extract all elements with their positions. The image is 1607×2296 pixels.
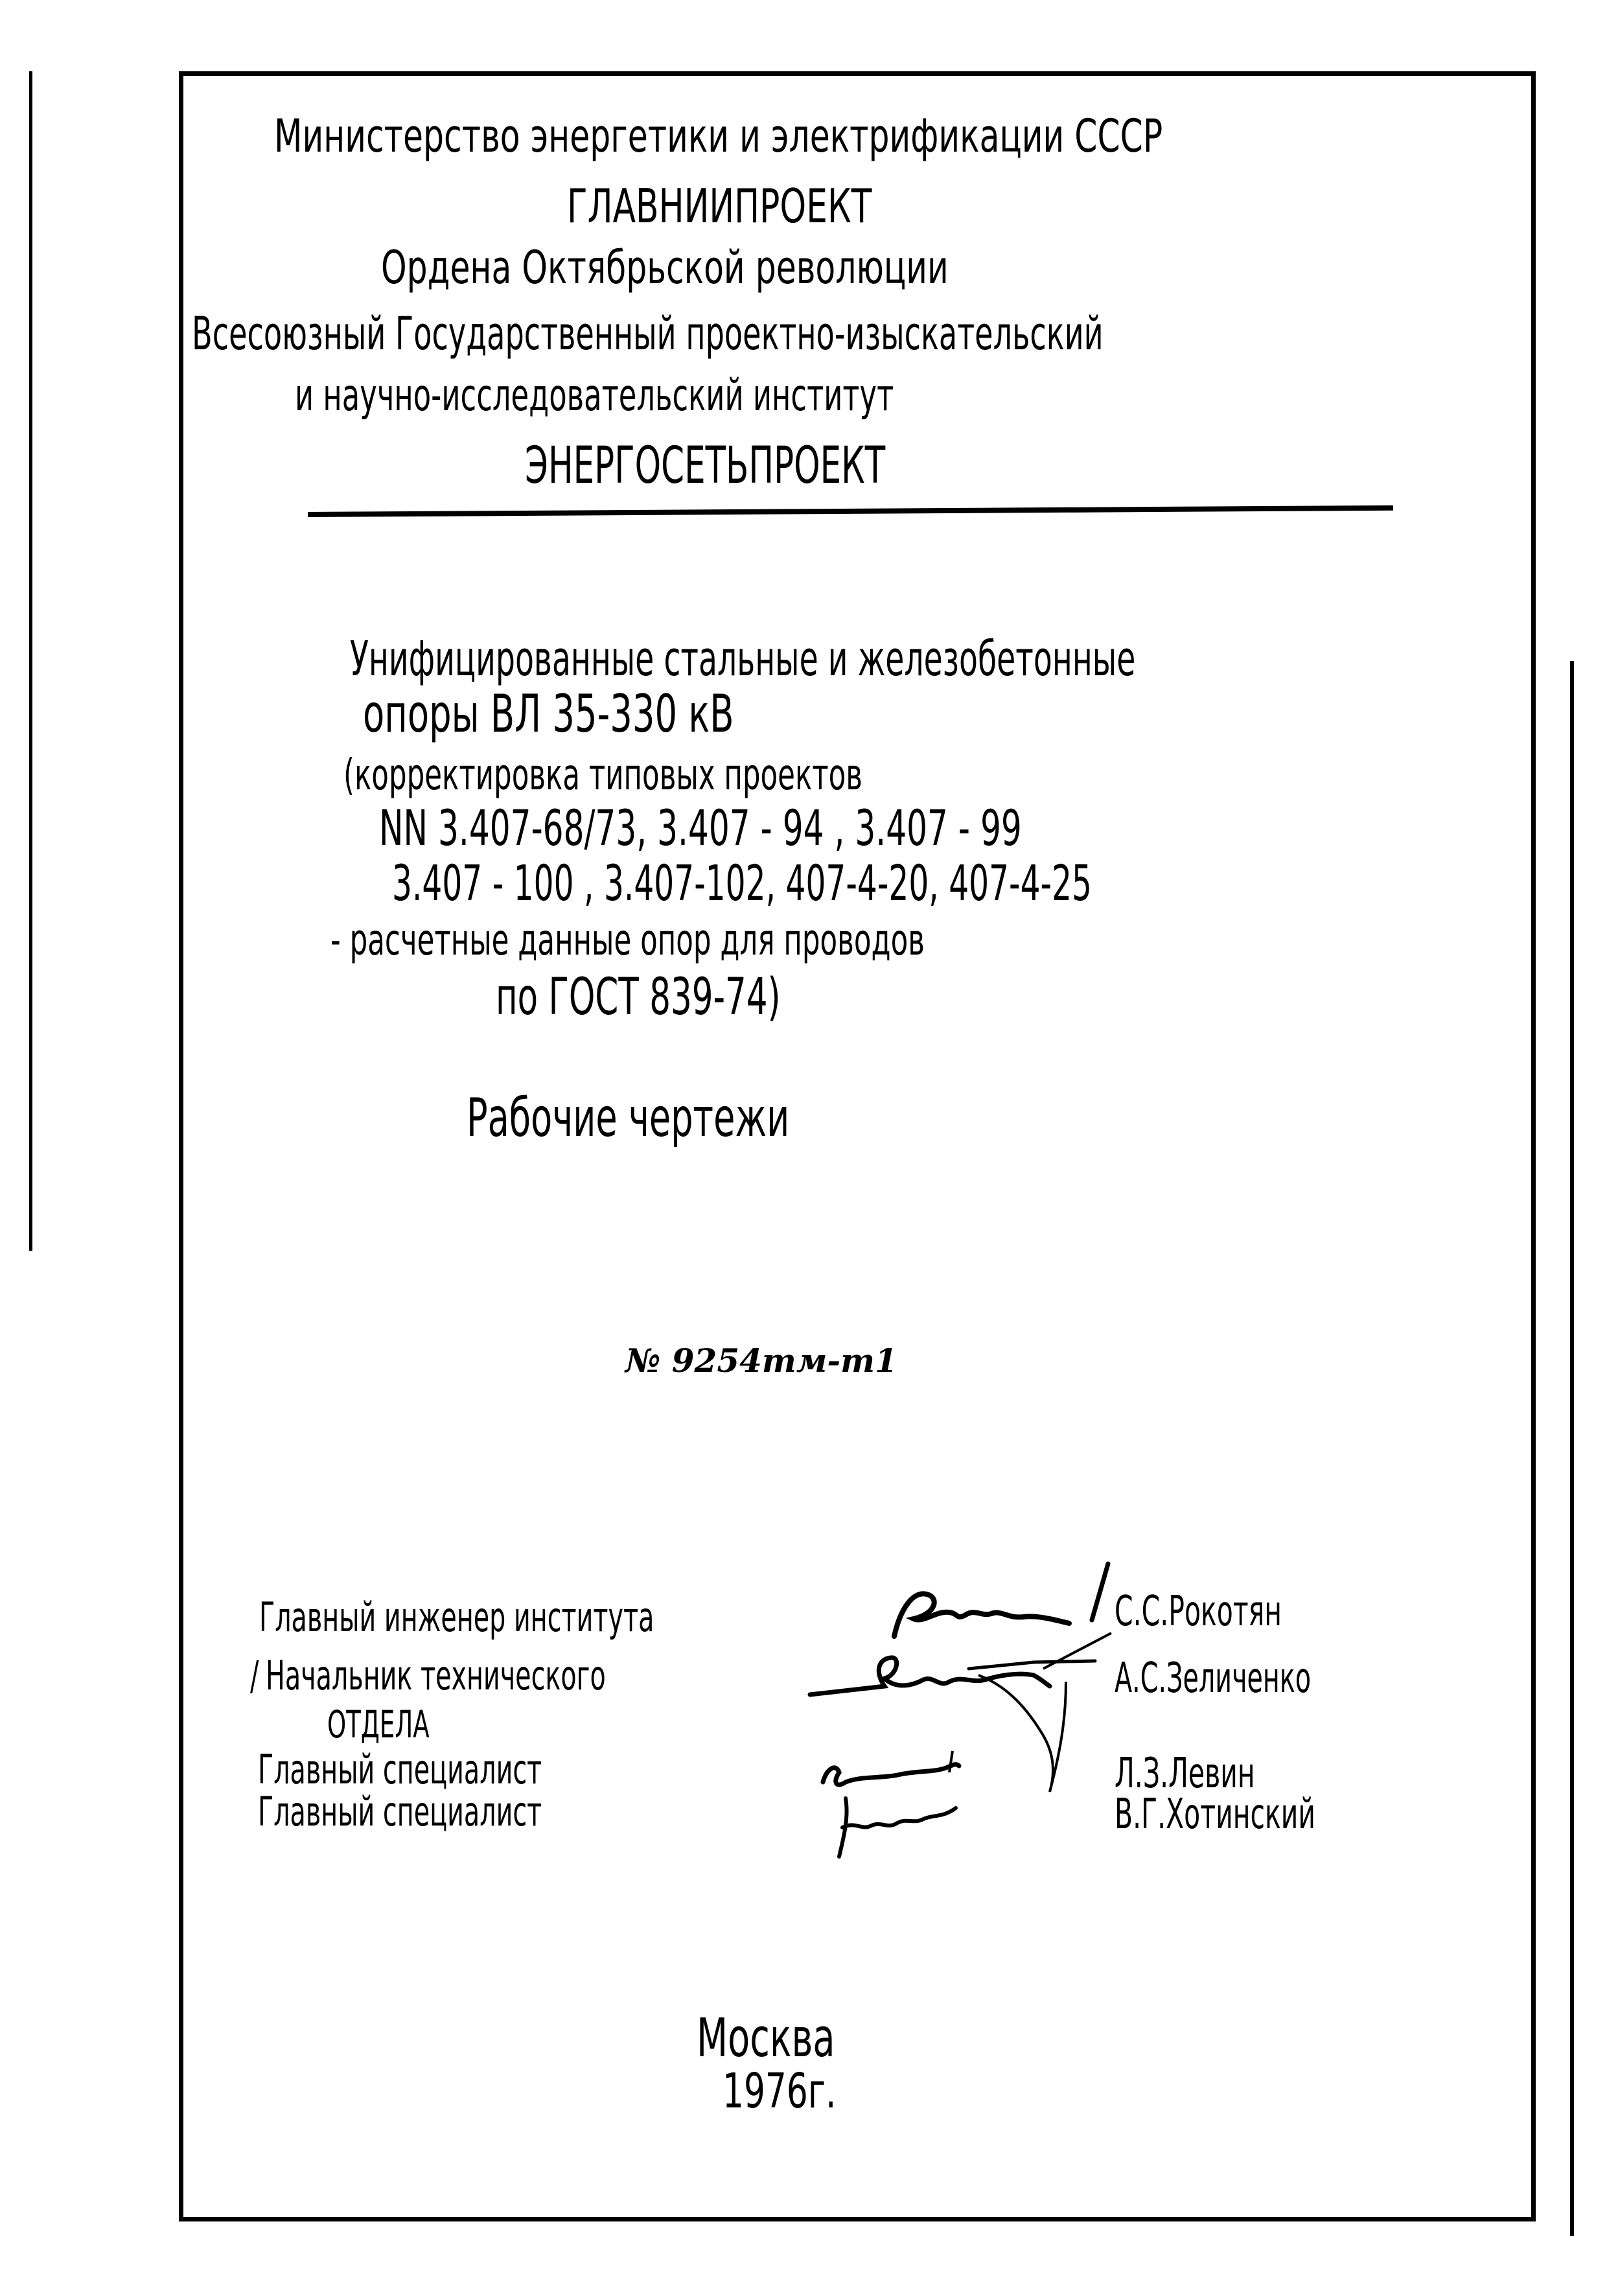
document-number: № 9254тм-т1 [625,1341,897,1380]
signatory-1-position: Главный инженер института [259,1594,654,1641]
title-line-1: Унифицированные стальные и железобетонные [350,631,1136,687]
city: Москва [697,2008,835,2069]
right-margin-line [1570,661,1574,2236]
order-line: Ордена Октябрьской революции [381,241,949,294]
ministry-line: Министерство энергетики и электрификации СССР [274,110,1163,163]
signatory-1-name: С.С.Рокотян [1115,1588,1282,1636]
document-type: Рабочие чертежи [467,1087,790,1149]
signatory-4-position: Главный специалист [258,1788,542,1835]
title-line-4: NN 3.407-68/73, 3.407 - 94 , 3.407 - 99 [379,799,1022,857]
title-line-5: 3.407 - 100 , 3.407-102, 407-4-20, 407-4-25 [392,854,1092,912]
title-line-2: опоры ВЛ 35-330 кВ [363,684,734,744]
signatory-2-slash: / [250,1652,259,1699]
institute-line-1: Всесоюзный Государственный проектно-изыскательский [192,307,1104,360]
signatory-2-name: А.С.Зеличенко [1115,1654,1312,1702]
institute-name: ЭНЕРГОСЕТЬПРОЕКТ [525,437,886,495]
year: 1976г. [723,2063,837,2119]
signatory-3-name: Л.З.Левин [1115,1750,1255,1798]
signatory-2-position-cont: ОТДЕЛА [327,1702,430,1746]
title-line-6: - расчетные данные опор для проводов [330,915,925,965]
title-line-3: (корректировка типовых проектов [343,750,862,800]
signature-khotinsky [836,1785,1030,1876]
institute-line-2: и научно-исследовательский институт [295,370,894,421]
left-margin-line [29,71,32,1251]
signatory-4-name: В.Г.Хотинский [1115,1791,1315,1838]
signatory-3-position: Главный специалист [258,1746,542,1793]
main-directorate: ГЛАВНИИПРОЕКТ [567,179,872,233]
signatory-2-position: Начальник технического [266,1652,606,1699]
title-line-7: по ГОСТ 839-74) [496,968,781,1026]
